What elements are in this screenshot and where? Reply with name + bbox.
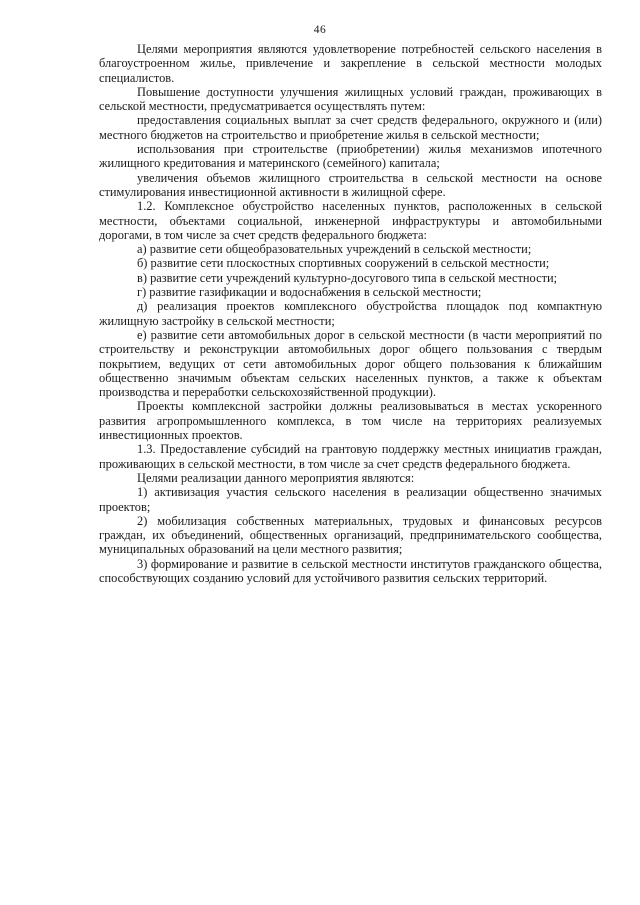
paragraph: Проекты комплексной застройки должны реализовываться в местах ускоренного развития агропромышленного комплекса, в том числе на территориях реализуемых инвестиционных проектов. [99, 399, 602, 443]
paragraph: б) развитие сети плоскостных спортивных сооружений в сельской местности; [137, 256, 550, 271]
paragraph: Целями мероприятия являются удовлетворение потребностей сельского населения в благоустроенном жилье, привлечение и закрепление в сельской местности молодых специалистов. [99, 42, 602, 85]
paragraph: д) реализация проектов комплексного обустройства площадок под компактную жилищную застройку в сельской местности; [99, 299, 602, 328]
paragraph: Целями реализации данного мероприятия являются: [137, 470, 415, 485]
paragraph: использования при строительстве (приобретении) жилья механизмов ипотечного жилищного кредитования и материнского (семейного) капитала; [99, 142, 602, 171]
document-body [99, 42, 602, 585]
paragraph: 1.3. Предоставление субсидий на грантовую поддержку местных инициатив граждан, проживающих в сельской местности, в том числе за счет средств федерального бюджета. [99, 442, 602, 471]
paragraph: предоставления социальных выплат за счет средств федерального, окружного и (или) местного бюджетов на строительство и приобретение жилья в сельской местности; [99, 113, 602, 142]
paragraph: в) развитие сети учреждений культурно-досугового типа в сельской местности; [137, 270, 558, 285]
paragraph: 2) мобилизация собственных материальных, трудовых и финансовых ресурсов граждан, их объединений, общественных организаций, предпринимательского сообщества, муниципальных образований на цели местного развития; [99, 513, 602, 557]
paragraph: увеличения объемов жилищного строительства в сельской местности на основе стимулирования инвестиционной активности в жилищной сфере. [99, 170, 602, 199]
paragraph: 1.2. Комплексное обустройство населенных пунктов, расположенных в сельской местности, объектами социальной, инженерной инфраструктуры и автомобильными дорогами, в том числе за счет средств федерального бюджета: [99, 199, 602, 242]
page-number: 46 [313, 24, 327, 36]
paragraph: г) развитие газификации и водоснабжения в сельской местности; [137, 285, 482, 300]
paragraph: 3) формирование и развитие в сельской местности институтов гражданского общества, способствующих созданию условий для устойчивого развития сельских территорий. [99, 556, 602, 585]
paragraph: Повышение доступности улучшения жилищных условий граждан, проживающих в сельской местности, предусматривается осуществлять путем: [99, 84, 602, 114]
paragraph: е) развитие сети автомобильных дорог в сельской местности (в части мероприятий по строительству и реконструкции автомобильных дорог общего пользования с твердым покрытием, ведущих от сети автомобильных дорог общего пользования к ближайшим общественно значимым объектам сельских населенных пунктов, а также к объектам производства и переработки сельскохозяйственной продукции). [99, 327, 602, 400]
paragraph: а) развитие сети общеобразовательных учреждений в сельской местности; [137, 242, 532, 257]
paragraph: 1) активизация участия сельского населения в реализации общественно значимых проектов; [99, 485, 602, 514]
